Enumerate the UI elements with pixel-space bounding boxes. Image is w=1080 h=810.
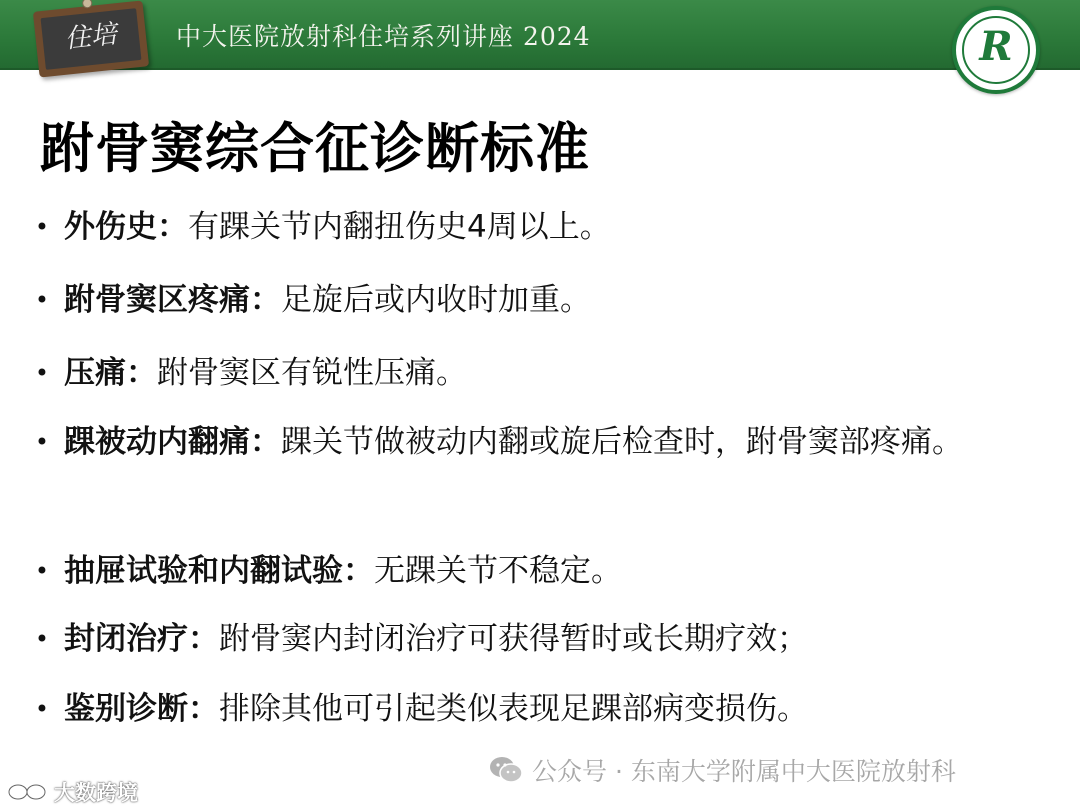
- wechat-watermark: [488, 752, 956, 788]
- bullet-dot-icon: •: [34, 428, 50, 456]
- bullet-item: [32, 273, 1052, 328]
- bullet-text: 无踝关节不稳定。: [374, 553, 622, 589]
- slide-title: 跗骨窦综合征诊断标准: [40, 117, 590, 180]
- badge-text: 住培: [63, 19, 119, 55]
- watermark-text: 公众号 · 东南大学附属中大医院放射科: [532, 757, 956, 786]
- wechat-icon: [488, 755, 524, 785]
- bullet-item: [32, 415, 1047, 470]
- header-band: [0, 0, 1080, 70]
- bullet-item: [32, 544, 1052, 599]
- bullet-term: 压痛：: [64, 355, 157, 391]
- bullet-text: 跗骨窦内封闭治疗可获得暂时或长期疗效；: [219, 621, 808, 657]
- bullet-dot-icon: •: [34, 557, 50, 585]
- bullet-term: 外伤史：: [64, 209, 188, 245]
- bullet-term: 封闭治疗：: [64, 621, 219, 657]
- bullet-dot-icon: •: [34, 286, 50, 314]
- corner-watermark: [6, 777, 138, 807]
- bullet-dot-icon: •: [34, 695, 50, 723]
- bullet-dot-icon: •: [34, 213, 50, 241]
- bullet-text: 排除其他可引起类似表现足踝部病变损伤。: [219, 691, 808, 727]
- pin-icon: [82, 0, 93, 9]
- bullet-text: 踝关节做被动内翻或旋后检查时，跗骨窦部疼痛。: [281, 424, 963, 460]
- bullet-term: 踝被动内翻痛：: [64, 424, 281, 460]
- bullet-text: 足旋后或内收时加重。: [281, 282, 591, 318]
- bullet-item: [32, 200, 1052, 255]
- bullet-term: 抽屉试验和内翻试验：: [64, 553, 374, 589]
- bullet-term: 鉴别诊断：: [64, 691, 219, 727]
- logo-letter: R: [979, 23, 1013, 70]
- bullet-item: [32, 682, 1052, 737]
- bullet-text: 有踝关节内翻扭伤史4周以上。: [188, 209, 611, 245]
- chalkboard-badge: [33, 0, 149, 77]
- bullet-item: [32, 346, 1052, 401]
- header-title: 中大医院放射科住培系列讲座 2024: [176, 22, 591, 51]
- bullet-text: 跗骨窦区有锐性压痛。: [157, 355, 467, 391]
- corner-watermark-text: 大数跨境: [54, 781, 138, 805]
- bullet-item: [32, 612, 1052, 667]
- hospital-logo: [952, 6, 1040, 94]
- bullet-dot-icon: •: [34, 625, 50, 653]
- bullet-term: 跗骨窦区疼痛：: [64, 282, 281, 318]
- infinity-ring-icon: [6, 781, 50, 803]
- bullet-dot-icon: •: [34, 359, 50, 387]
